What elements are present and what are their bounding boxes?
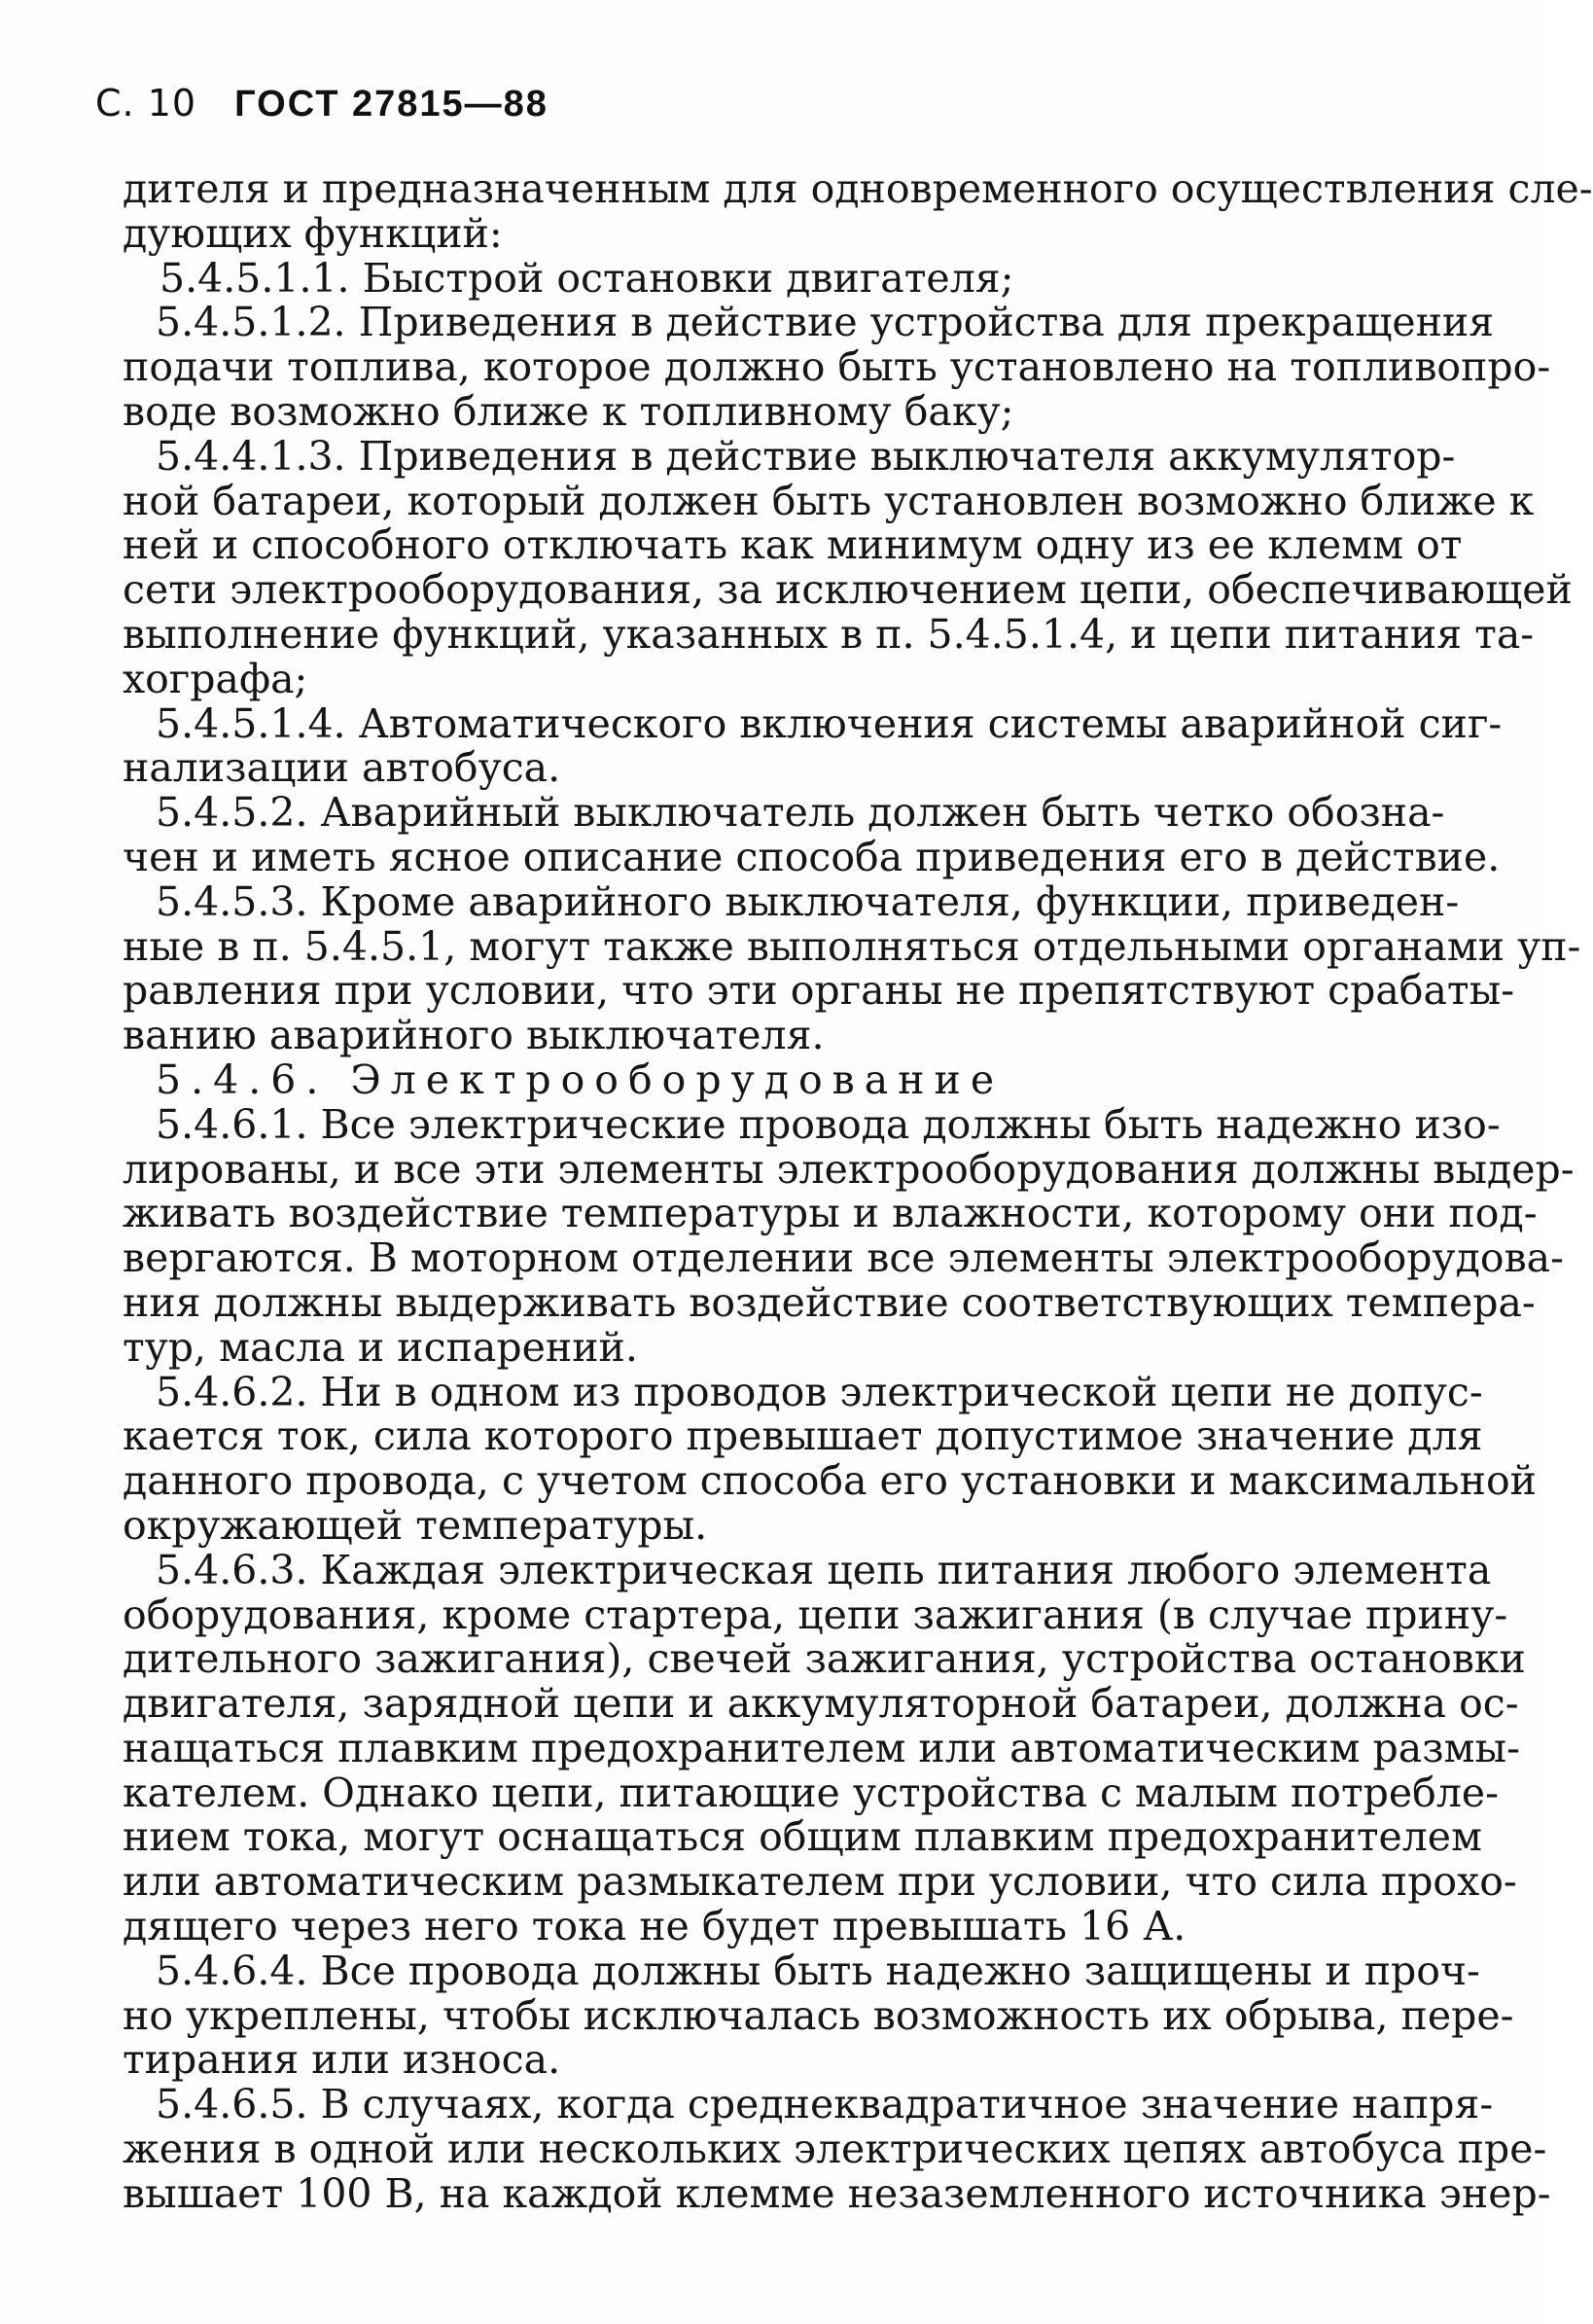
text-line: окружающей температуры. (123, 1501, 708, 1549)
text-line: вышает 100 В, на каждой клемме незаземленного источника энер- (123, 2169, 1551, 2217)
text-line: чен и иметь ясное описание способа приведения его в действие. (123, 833, 1501, 880)
text-line: нащаться плавким предохранителем или автоматическим размы- (123, 1724, 1520, 1771)
text-line: оборудования, кроме стартера, цепи зажигания (в случае прину- (123, 1591, 1508, 1638)
text-line: дующих функций: (123, 209, 503, 257)
text-line: кается ток, сила которого превышает допустимое значение для (123, 1412, 1483, 1460)
clause-5-4-6-1: 5.4.6.1. Все электрические провода должны быть надежно изо- (156, 1100, 1501, 1148)
text-line: живать воздействие температуры и влажности, которому они под- (123, 1190, 1538, 1237)
clause-5-4-6-2: 5.4.6.2. Ни в одном из проводов электрической цепи не допус- (156, 1368, 1483, 1415)
text-line: лированы, и все эти элементы электрооборудования должны выдер- (123, 1145, 1575, 1193)
clause-5-4-5-3: 5.4.5.3. Кроме аварийного выключателя, функции, приведен- (156, 877, 1460, 925)
text-line: нием тока, могут оснащаться общим плавким предохранителем (123, 1813, 1482, 1861)
clause-5-4-6-3: 5.4.6.3. Каждая электрическая цепь питания любого элемента (156, 1546, 1492, 1593)
text-line: или автоматическим размыкателем при условии, что сила прохо- (123, 1858, 1517, 1906)
text-line: равления при условии, что эти органы не препятствуют срабаты- (123, 967, 1515, 1015)
clause-5-4-5-2: 5.4.5.2. Аварийный выключатель должен быть четко обозна- (156, 789, 1445, 837)
text-line: данного провода, с учетом способа его установки и максимальной (123, 1457, 1537, 1505)
text-line: но укреплены, чтобы исключалась возможность их обрыва, пере- (123, 1991, 1514, 2039)
text-line: тирания или износа. (123, 2036, 561, 2084)
text-line: дителя и предназначенным для одновременного осуществления сле- (123, 165, 1593, 212)
text-line: хографа; (123, 655, 308, 702)
text-line: сети электрооборудования, за исключением цепи, обеспечивающей (123, 566, 1573, 614)
text-line: нализации автобуса. (123, 744, 561, 792)
text-line: тур, масла и испарений. (123, 1323, 638, 1371)
page-number: С. 10 (95, 82, 197, 125)
section-heading-5-4-6: 5.4.6. Электрооборудование (156, 1055, 1005, 1103)
clause-5-4-6-5: 5.4.6.5. В случаях, когда среднеквадратичное значение напря- (156, 2081, 1494, 2128)
clause-5-4-5-1-1: 5.4.5.1.1. Быстрой остановки двигателя; (159, 254, 1014, 302)
clause-5-4-6-4: 5.4.6.4. Все провода должны быть надежно защищены и проч- (156, 1947, 1480, 1994)
text-line: выполнение функций, указанных в п. 5.4.5.1.4, и цепи питания та- (123, 610, 1535, 658)
document-body (123, 165, 1593, 2288)
text-line: ные в п. 5.4.5.1, могут также выполняться отдельными органами уп- (123, 922, 1581, 970)
text-line: дящего через него тока не будет превышать 16 А. (123, 1903, 1186, 1950)
text-line: ной батареи, который должен быть установлен возможно ближе к (123, 477, 1535, 524)
text-line: воде возможно ближе к топливному баку; (123, 387, 1014, 435)
text-line: кателем. Однако цепи, питающие устройства с малым потребле- (123, 1769, 1500, 1816)
text-line: дительного зажигания), свечей зажигания, устройства остановки (123, 1635, 1526, 1683)
text-line: подачи топлива, которое должно быть установлено на топливопро- (123, 343, 1551, 391)
text-line: ванию аварийного выключателя. (123, 1012, 825, 1059)
text-line: ния должны выдерживать воздействие соответствующих темпера- (123, 1278, 1536, 1326)
page-header (95, 82, 549, 125)
clause-5-4-4-1-3: 5.4.4.1.3. Приведения в действие выключателя аккумулятор- (156, 432, 1456, 480)
clause-5-4-5-1-2: 5.4.5.1.2. Приведения в действие устройства для прекращения (156, 299, 1495, 346)
clause-5-4-5-1-4: 5.4.5.1.4. Автоматического включения системы аварийной сиг- (156, 699, 1503, 747)
standard-id: ГОСТ 27815—88 (234, 84, 549, 125)
text-line: двигателя, зарядной цепи и аккумуляторной батареи, должна ос- (123, 1680, 1519, 1728)
text-line: ней и способного отключать как минимум одну из ее клемм от (123, 521, 1463, 569)
text-line: вергаются. В моторном отделении все элементы электрооборудова- (123, 1234, 1564, 1282)
text-line: жения в одной или нескольких электрических цепях автобуса пре- (123, 2126, 1547, 2173)
